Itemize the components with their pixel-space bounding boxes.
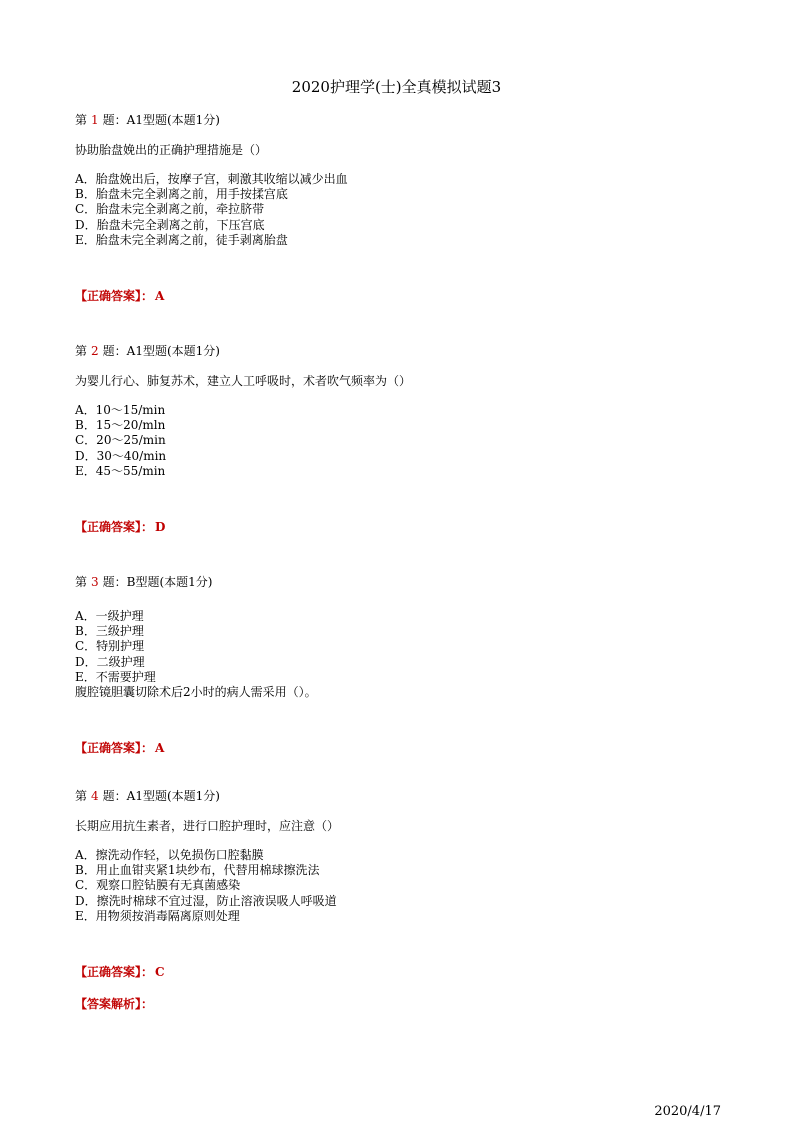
question-number: 4 bbox=[91, 789, 99, 803]
answer-label: 【正确答案】： bbox=[75, 289, 154, 304]
option-a: A．擦洗动作轻，以免损伤口腔黏膜 bbox=[75, 848, 264, 862]
question-number: 3 bbox=[91, 575, 99, 589]
question-prefix: 第 bbox=[75, 113, 88, 127]
correct-answer bbox=[75, 740, 735, 756]
question-stem: 协助胎盘娩出的正确护理措施是（） bbox=[75, 143, 268, 157]
question-prefix: 第 bbox=[75, 789, 88, 803]
option-c: C．20～25/min bbox=[75, 433, 166, 448]
question-number: 1 bbox=[91, 113, 99, 127]
answer-value: D bbox=[155, 520, 166, 535]
question-type: 题：A1型题(本题1分) bbox=[102, 789, 220, 803]
question-prefix: 第 bbox=[75, 575, 88, 589]
option-b: B．15～20/mln bbox=[75, 418, 166, 433]
correct-answer bbox=[75, 288, 735, 304]
question-header bbox=[75, 574, 735, 590]
option-e: E．胎盘未完全剥离之前，徒手剥离胎盘 bbox=[75, 232, 288, 247]
option-b: B．胎盘未完全剥离之前，用手按揉宫底 bbox=[75, 187, 288, 202]
option-c: C．特别护理 bbox=[75, 639, 145, 654]
answer-value: A bbox=[155, 741, 165, 756]
option-a: A．一级护理 bbox=[75, 609, 144, 623]
question-2 bbox=[75, 343, 735, 535]
question-1 bbox=[75, 112, 735, 304]
answer-label: 【正确答案】： bbox=[75, 741, 154, 756]
option-b: B．用止血钳夹紧1块纱布，代替用棉球擦洗法 bbox=[75, 863, 320, 878]
question-type: 题：A1型题(本题1分) bbox=[102, 113, 220, 127]
question-stem: 为婴儿行心、肺复苏术，建立人工呼吸时，术者吹气频率为（） bbox=[75, 374, 412, 388]
option-a: A．胎盘娩出后，按摩子宫，刺激其收缩以减少出血 bbox=[75, 172, 348, 186]
options-list bbox=[75, 403, 735, 479]
correct-answer bbox=[75, 964, 735, 980]
question-number: 2 bbox=[91, 344, 99, 358]
question-header bbox=[75, 112, 735, 128]
footer-date: 2020/4/17 bbox=[654, 1104, 721, 1119]
option-e: E．不需要护理 bbox=[75, 669, 156, 684]
options-list bbox=[75, 172, 735, 248]
options-list bbox=[75, 609, 735, 700]
answer-value: A bbox=[155, 289, 165, 304]
question-3 bbox=[75, 574, 735, 756]
option-c: C．观察口腔钻膜有无真菌感染 bbox=[75, 878, 241, 893]
answer-explanation-label: 【答案解析】： bbox=[75, 997, 154, 1012]
question-4 bbox=[75, 788, 735, 1012]
correct-answer bbox=[75, 519, 735, 535]
option-d: D．胎盘未完全剥离之前，下压宫底 bbox=[75, 217, 265, 232]
option-b: B．三级护理 bbox=[75, 624, 144, 639]
option-a: A．10～15/min bbox=[75, 403, 166, 417]
question-header bbox=[75, 788, 735, 804]
option-e: E．45～55/min bbox=[75, 463, 166, 478]
option-c: C．胎盘未完全剥离之前，牵拉脐带 bbox=[75, 202, 265, 217]
page-title: 2020护理学(士)全真模拟试题3 bbox=[291, 78, 502, 96]
option-d: D．30～40/min bbox=[75, 448, 167, 463]
question-stem: 腹腔镜胆囊切除术后2小时的病人需采用（）。 bbox=[75, 685, 317, 700]
option-d: D．擦洗时棉球不宜过湿，防止溶液误吸人呼吸道 bbox=[75, 893, 337, 908]
question-type: 题：B型题(本题1分) bbox=[102, 575, 213, 589]
options-list bbox=[75, 848, 735, 924]
question-type: 题：A1型题(本题1分) bbox=[102, 344, 220, 358]
answer-label: 【正确答案】： bbox=[75, 965, 154, 980]
question-stem: 长期应用抗生素者，进行口腔护理时，应注意（） bbox=[75, 819, 340, 833]
option-d: D．二级护理 bbox=[75, 654, 145, 669]
question-prefix: 第 bbox=[75, 344, 88, 358]
option-e: E．用物须按消毒隔离原则处理 bbox=[75, 908, 240, 923]
answer-value: C bbox=[155, 965, 165, 980]
question-header bbox=[75, 343, 735, 359]
answer-label: 【正确答案】： bbox=[75, 520, 154, 535]
